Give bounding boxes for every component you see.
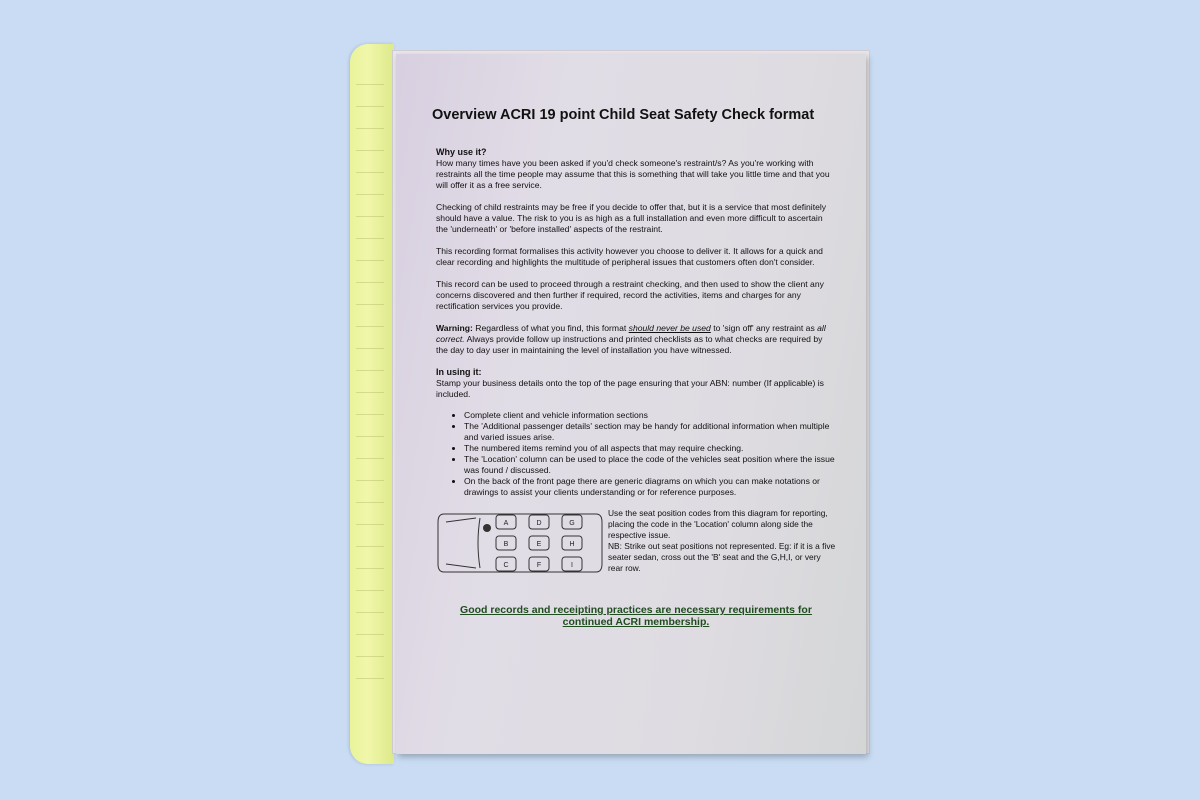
document-title: Overview ACRI 19 point Child Seat Safety Check format [432,107,815,123]
using-text: Stamp your business details onto the top of the page ensuring that your ABN: number (If applicable) is included. [436,378,824,399]
footer-line-2: continued ACRI membership. [562,616,710,628]
warning-label: Warning: [436,323,473,333]
warning-text-3: Always provide follow up instructions and printed checklists as to what checks are required by the day to day user in maintaining the level of installation you have witnessed. [436,334,823,355]
seat-label: H [569,541,575,548]
list-item: • The 'Location' column can be used to place the code of the vehicles seat position where the issue was found / discussed. [464,454,836,476]
car-outline-icon [436,508,604,578]
warning-italic: all correct. [436,323,826,344]
seat-label: D [536,520,542,527]
seat-label: A [503,520,509,527]
warning-text-1: Regardless of what you find, this format [472,323,629,333]
warning-text-2: to 'sign off' any restraint as [710,323,818,333]
seat-label: I [571,562,573,569]
seat-label: G [569,520,575,527]
seat-position-diagram [436,508,604,578]
seat-label: B [503,541,509,548]
seat-label: C [503,562,509,569]
list-item: • On the back of the front page there are generic diagrams on which you can make notations or drawings to assist your clients understanding or for reference purposes. [464,476,836,498]
paragraph-4: This record can be used to proceed through a restraint checking, and then used to show the client any concerns discovered and then further if required, record the activities, items and charges for any rectification services you provide. [436,279,824,311]
paragraph-1: How many times have you been asked if you'd check someone's restraint/s? As you're working with restraints all the time people may assume that this is something that will take you little time and that you will offer it as a free service. [436,158,830,190]
why-heading: Why use it? [436,147,487,157]
seat-grid [496,515,582,571]
diagram-note: NB: Strike out seat positions not represented. Eg: if it is a five seater sedan, cross out the 'B' seat and the G,H,I, or very rear row. [608,541,836,573]
seat-diagram-section [436,508,836,578]
instruction-list [436,410,836,498]
paragraph-2: Checking of child restraints may be free if you decide to offer that, but it is a service that most definitely should have a value. The risk to you is as high as a full installation and even more difficult to ascertain the 'underneath' or 'before installed' aspects of the restraint. [436,202,827,234]
footer-line-1: Good records and receipting practices are necessary requirements for [460,604,812,616]
binding-lines [356,84,384,684]
list-item: • The 'Additional passenger details' section may be handy for additional information when multiple and varied issues arise. [464,421,836,443]
diagram-instructions: Use the seat position codes from this diagram for reporting, placing the code in the 'Location' column along side the respective issue. [608,508,828,540]
seat-label: F [536,562,542,569]
warning-paragraph [436,323,836,356]
binding-strip [350,44,394,764]
list-item: • Complete client and vehicle information sections [464,410,836,421]
diagram-description [608,508,836,574]
document-page [396,54,866,754]
using-heading: In using it: [436,367,482,377]
list-item: • The numbered items remind you of all aspects that may require checking. [464,443,836,454]
paragraph-3: This recording format formalises this activity however you choose to deliver it. It allows for a quick and clear recording and highlights the multitude of peripheral issues that customers often don't consider. [436,246,823,267]
page-content [432,107,836,628]
seat-label: E [536,541,542,548]
warning-emphasis: should never be used [628,323,711,333]
footer-statement [436,604,836,628]
